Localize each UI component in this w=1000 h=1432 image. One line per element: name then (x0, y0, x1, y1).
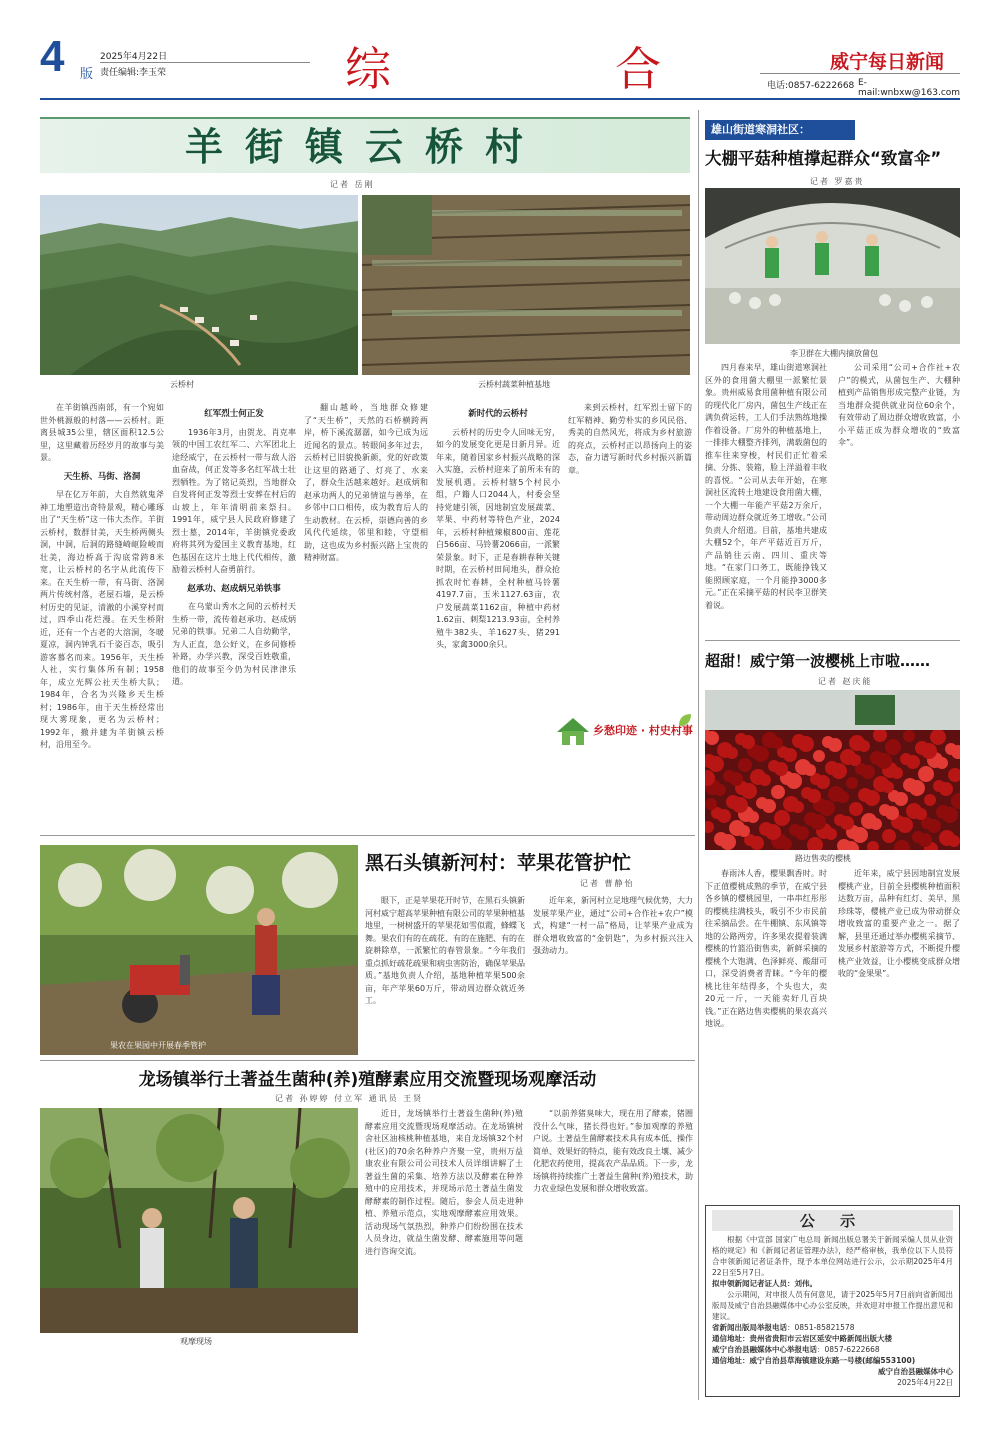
notice-title: 公 示 (712, 1210, 953, 1231)
cherry-texture-dot (792, 801, 804, 813)
cherry-texture-dot (765, 824, 781, 840)
section-title-right: 合 (615, 42, 661, 96)
cherry-texture-dot (825, 828, 837, 840)
cherry-texture-dot (753, 746, 769, 762)
notice-addr1: 通信地址：贵州省贵阳市云岩区延安中路新闻出版大楼 (712, 1334, 892, 1343)
yunqiao-caption-left: 云桥村 (170, 380, 194, 389)
cherry-texture-dot (741, 783, 757, 799)
cherry-texture-dot (861, 765, 875, 779)
hanquan-body2: 公司采用“公司+合作社+农户”的模式，从菌包生产、大棚种植到产品销售形成完整产业链，为当地群众提供就业岗位60余个，有效带动了周边群众增收致富，小小平菇正成为群众增收的“致富伞”。 (838, 363, 960, 447)
cherries-image (705, 690, 960, 850)
contact-phone: 电话:0857-6222668 (767, 81, 855, 91)
notice-phone2-line: 威宁自治县融媒体中心举报电话：0857-6222668 (712, 1345, 880, 1354)
cherry-texture-dot (804, 764, 816, 776)
cherry-texture-dot (891, 767, 903, 779)
heishitou-body-col1 (365, 895, 525, 1057)
cherry-texture-dot (927, 819, 941, 833)
cherry-texture-dot (705, 798, 717, 810)
cherry-texture-dot (876, 753, 892, 769)
cherry-texture-dot (858, 740, 870, 752)
cherry-texture-dot (882, 781, 894, 793)
observation-site-image (40, 1108, 358, 1333)
notice-phone2-label: 威宁自治县融媒体中心举报电话 (712, 1345, 817, 1354)
cherry-texture-dot (747, 811, 759, 823)
cherry-body-col2 (838, 868, 960, 1198)
cherry-texture-dot (798, 736, 814, 752)
yunqiao-subhead-2: 红军烈士何正发 (204, 409, 264, 419)
heishitou-title: 黑石头镇新河村：苹果花管护忙 (365, 852, 632, 874)
yunqiao-col3-body: 翻山越岭，当地群众修建了“天生桥”，天然的石桥横跨两岸，桥下溪流潺潺，如今已成为远近闻名的景点。转眼间多年过去，云桥村已旧貌换新颜，党的好政策让这里的路通了、灯亮了、水来了，群众生活越来越好。赵成炳和赵承功两人的兄弟情谊与善举，在乡邻中口口相传，成为教育后人的生动教材。在云桥，崇德向善的乡风代代延续，邻里和睦，守望相助，这也成为乡村振兴路上宝贵的精神财富。 (304, 403, 428, 562)
cherry-texture-dot (885, 739, 901, 755)
cherry-texture-dot (816, 775, 830, 789)
longchang-title: 龙场镇举行土著益生菌种(养)殖酵素应用交流暨现场观摩活动 (138, 1070, 597, 1090)
cherry-texture-dot (813, 750, 825, 762)
cherry-texture-dot (948, 835, 960, 847)
editor-line: 责任编辑:李玉荣 (100, 68, 167, 78)
longchang-byline: 记者 孙婷婷 付立军 通讯员 王贤 (275, 1094, 424, 1103)
cherry-texture-dot (705, 731, 719, 745)
heishitou-body-col2 (533, 895, 693, 1057)
cherry-texture-dot (897, 817, 913, 833)
masthead (40, 32, 961, 98)
cherry-texture-dot (714, 784, 726, 796)
cherry-texture-dot (840, 816, 854, 830)
cherry-title: 超甜！威宁第一波樱桃上市啦…… (705, 652, 931, 670)
cherry-texture-dot (852, 827, 868, 843)
cherry-texture-dot (717, 809, 731, 823)
heishitou-caption: 果农在果园中开展春季管护 (110, 1041, 206, 1050)
yunqiao-col4-body: 云桥村的历史令人回味无穷，如今的发展变化更是日新月异。近年来，随着国家乡村振兴战略的深入实施，云桥村迎来了前所未有的发展机遇。云桥村辖5个村民小组，户籍人口2044人，村委会坚持党建引领，因地制宜发展蔬菜、苹果、中药材等特色产业，2024年，云桥村种植辣椒800亩、莲花白566亩、马铃薯2066亩，一派繁荣景象。时下，正是春耕春种关键时期，在云桥村田间地头，群众抢抓农时忙春耕，全村种植马铃薯4197.7亩，玉米1127.63亩，农户发展蔬菜1162亩，种植中药材1.62亩、刺梨1213.93亩，全村养殖牛382头、羊1627头、猪291头，家禽3000余只。 (436, 427, 560, 649)
cherry-texture-dot (807, 789, 821, 803)
cherry-texture-dot (924, 794, 936, 806)
orchard-tiller-image (40, 845, 358, 1055)
cherry-texture-dot (738, 825, 750, 837)
yunqiao-col5 (568, 402, 692, 702)
longchang-body-col1 (365, 1108, 523, 1398)
longchang-body-col2 (533, 1108, 693, 1398)
cherry-texture-dot (849, 802, 863, 816)
masthead-rule (40, 98, 960, 100)
cherry-texture-dot (846, 777, 858, 789)
cherry-texture-dot (936, 757, 948, 769)
page-number: 4 (40, 32, 65, 81)
yunqiao-col2 (172, 402, 296, 820)
cherry-texture-dot (885, 806, 899, 820)
cherry-texture-dot (906, 755, 920, 769)
cherry-texture-dot (870, 818, 882, 830)
issue-date: 2025年4月22日 (100, 52, 168, 62)
cherry-texture-dot (774, 762, 788, 776)
cherry-texture-dot (882, 829, 896, 843)
cherry-texture-dot (849, 754, 861, 766)
cherry-texture-dot (942, 807, 958, 823)
cherry-texture-dot (732, 797, 748, 813)
cherry-texture-dot (831, 763, 847, 779)
yunqiao-byline: 记者 岳刚 (330, 180, 375, 189)
yunqiao-col2-body1: 1936年3月，由贺龙、肖克率领的中国工农红军二、六军团北上途经威宁，在云桥村一带与敌人浴血奋战，何正发等多名红军战士壮烈牺牲。为了铭记英烈，当地群众自发将何正发等烈士安葬在村后的山坡上，年年清明前来祭扫。1991年，威宁县人民政府修建了烈士墓，2014年，羊街镇党委政府将其列为爱国主义教育基地，红色基因在这片土地上代代相传，激励着云桥村人奋勇前行。 (172, 427, 296, 574)
cherry-texture-dot (837, 791, 849, 803)
yunqiao-col4 (436, 402, 560, 820)
yunqiao-col3 (304, 402, 428, 820)
cherry-body-col1 (705, 868, 827, 1198)
cherry-texture-dot (780, 838, 792, 850)
cherry-texture-dot (708, 756, 724, 772)
cherry-texture-dot (894, 792, 908, 806)
vegetable-base-image (362, 195, 690, 375)
mushroom-greenhouse-image (705, 188, 960, 344)
notice-applicant: 拟申领新闻记者证人员：刘伟。 (712, 1279, 817, 1288)
yunqiao-col5-body: 来到云桥村，红军烈士留下的红军精神、勤劳朴实的乡风民俗、秀美的自然风光，将成为乡村旅游的亮点，云桥村正以昂扬向上的姿态，奋力谱写新时代乡村振兴新篇章。 (568, 403, 692, 475)
cherry-texture-dot (774, 810, 790, 826)
village-history-badge (555, 712, 695, 754)
heishitou-byline: 记者 曹静怡 (580, 879, 635, 888)
cherry-texture-dot (930, 729, 946, 745)
house-icon (555, 714, 591, 748)
longchang-body2: “以前养猪臭味大，现在用了酵素，猪圈没什么气味，猪长得也好。”参加观摩的养殖户说。土著益生菌酵素技术具有成本低、操作简单、效果好的特点，能有效改良土壤、减少化肥农药使用，提高农产品品质。下一步，龙场镇将持续推广土著益生菌种(养)殖技术，助力农业绿色发展和群众增收致富。 (533, 1109, 693, 1193)
cherry-texture-dot (726, 747, 738, 759)
paper-name: 威宁每日新闻 (830, 51, 945, 73)
notice-report-label: 省新闻出版局举报电话 (712, 1323, 787, 1332)
cherry-texture-dot (771, 785, 785, 799)
longchang-body: 近日，龙场镇举行土著益生菌种(养)殖酵素应用交流暨现场观摩活动。在龙场镇树舍社区油核桃种植基地，来自龙场镇32个村(社区)的70余名种养户齐聚一堂，贵州万益康农业有限公司公司技术人员详细讲解了土著益生菌的采集、培养方法以及酵素在种养殖中的应用技术，并现场示范土著益生菌发酵酵素的制作过程。随后，参会人员走进种植、养殖示范点，实地观摩酵素应用效果。活动现场气氛热烈，种养户们纷纷围在技术人员身边，就益生菌发酵、酵素施用等问题进行咨询交流。 (365, 1109, 523, 1256)
yunqiao-title: 羊街镇云桥村 (184, 124, 545, 169)
hanquan-photo (705, 188, 960, 344)
yunqiao-photo-left (40, 195, 358, 375)
cherry-texture-dot (909, 780, 925, 796)
cherry-texture-dot (939, 782, 953, 796)
contact-email: E-mail:wnbxw@163.com (858, 78, 961, 98)
hanquan-byline: 记者 罗嘉贵 (810, 177, 865, 186)
hanquan-kicker-text: 雄山街道寒洞社区： (711, 123, 810, 136)
cherry-texture-dot (762, 799, 776, 813)
cherry-texture-dot (864, 790, 880, 806)
longchang-caption: 观摩现场 (180, 1337, 212, 1346)
cherry-texture-dot (819, 800, 835, 816)
hanquan-caption: 李卫群在大棚内摘放菌包 (790, 349, 878, 358)
hanquan-title: 大棚平菇种植撑起群众“致富伞” (705, 149, 942, 168)
cherry-caption: 路边售卖的樱桃 (795, 854, 851, 863)
cherry-texture-dot (918, 766, 934, 782)
cherry-photo (705, 690, 960, 850)
cherry-texture-dot (918, 833, 932, 847)
cherry-texture-dot (759, 774, 771, 786)
cherry-texture-dot (720, 834, 736, 850)
hanquan-body: 四月春来早，雄山街道寒洞社区外的食用菌大棚里一派繁忙景象。贵州威易食用菌种植有限公司的现代化厂房内，菌包生产线正在满负荷运转，工人们手法熟练地操作着设备。厂房外的种植基地上，一排排大棚整齐排列，满载菌包的推车往来穿梭，村民们正忙着采摘、分拣、装箱，脸上洋溢着丰收的喜悦。“公司从去年开始，在寒洞社区流转土地建设食用菌大棚，一个大棚一年能产平菇2万余斤，带动周边群众就近务工增收。”公司负责人介绍道。目前，基地共建成大棚52个，年产平菇近百万斤，产品销往云南、四川、重庆等地。“在家门口务工，既能挣钱又能照顾家庭，一个月能挣3000多元。”正在采摘平菇的村民李卫群笑着说。 (705, 363, 827, 610)
cherry-byline: 记者 赵庆能 (818, 677, 873, 686)
cherry-texture-dot (738, 758, 752, 772)
yunqiao-caption-right: 云桥村蔬菜种植基地 (478, 380, 550, 389)
cherry-texture-dot (750, 836, 764, 850)
yunqiao-intro: 在羊街镇西南部，有一个宛如世外桃源般的村落——云桥村。距离县城35公里，辖区面积12.5公里，这里藏着历经岁月的故事与美景。 (40, 403, 164, 462)
cherry-body: 春雨沐人香，樱果飘香时。时下正值樱桃成熟的季节，在威宁县各乡镇的樱桃园里，一串串红彤彤的樱桃挂满枝头，吸引不少市民前往采摘品尝。在牛棚镇、东风镇等地的公路两旁，许多果农提着装满樱桃的竹篮沿街售卖，新鲜采摘的樱桃个大饱满、色泽鲜亮、酸甜可口，深受消费者青睐。“今年的樱桃比往年结得多，个头也大，卖20元一斤，一天能卖好几百块钱。”正在路边售卖樱桃的果农高兴地说。 (705, 869, 827, 1028)
village-landscape-image (40, 195, 358, 375)
cherry-texture-dot (921, 743, 937, 759)
yunqiao-photo-right (362, 195, 690, 375)
yunqiao-col1-body: 早在亿万年前，大自然就鬼斧神工地塑造出奇特景观，精心雕琢出了“天生桥”这一伟大杰作。羊街云桥村，数群甘美，天生桥两侧头洞，中洞，后洞的路缝崎岖险峻而壮美，海边桥高于沟底常跨8米宽，让云桥村的名字从此流传下来。在天生桥一带，有马街、洛洞两片传统村落，老屋石墙，是云桥村历史的见证，清澈的小溪穿村而过，四季山花烂漫。在天生桥附近，还有一个古老的大溶洞，冬暖夏凉，洞内钟乳石千姿百态，吸引游客慕名而来。1956年，天生桥人社，实行集体所有制；1958年，成立光辉公社天生桥大队；1984年，合名为兴隆乡天生桥村；1986年，由于天生桥经常出现大雾现象，更名为云桥村；1992年，撤并建为羊街镇云桥村，沿用至今。 (40, 490, 164, 749)
cherry-texture-dot (828, 738, 842, 752)
heishitou-body: 眼下，正是苹果花开时节，在黑石头镇新河村威宁超高苹果种植有限公司的苹果种植基地里，一树树盛开的苹果花如雪似霞，蜂蝶飞舞。果农们有的在疏花、有的在施肥、有的在旋耕除草，一派繁忙的春管景象。“今年我们重点抓好疏花疏果和病虫害防治，确保苹果品质。”基地负责人介绍，基地种植苹果500余亩，年产苹果60万斤，带动周边群众就近务工。 (365, 896, 525, 1005)
cherry-texture-dot (903, 730, 915, 742)
notice-body: 根据《中宣部 国家广电总局 新闻出版总署关于新闻采编人员从业资格的规定》和《新闻记者证管理办法》，经严格审核，我单位以下人员符合申领新闻记者证条件，现予本单位网站进行公示，公示期2025年4月22日至5月7日。 (712, 1235, 953, 1277)
cherry-texture-dot (771, 737, 783, 749)
village-history-badge-text: 乡愁印迹 · 村史村事 (593, 724, 693, 737)
yunqiao-col2-body2: 在乌蒙山秀水之间的云桥村天生桥一带，流传着赵承功、赵成炳兄弟的铁事。兄弟二人自幼勤学，为人正直，急公好义，在乡间修桥补路，办学兴教，深受百姓敬重，他们的故事至今仍为村民津津乐道。 (172, 602, 296, 686)
cherry-texture-dot (795, 826, 809, 840)
cherry-texture-dot (783, 748, 797, 762)
notice-addr2: 通信地址：威宁自治县草海镇建设东路一号楼(邮编553100) (712, 1356, 916, 1365)
notice-signer: 威宁自治县融媒体中心 (878, 1367, 953, 1376)
notice-report-line: 省新闻出版局举报电话：0851-85821578 (712, 1323, 855, 1332)
notice-box (705, 1205, 960, 1397)
notice-phone2: 0857-6222668 (824, 1345, 880, 1354)
heishitou-photo (40, 845, 358, 1055)
cherry-texture-dot (915, 808, 927, 820)
cherry-texture-dot (873, 728, 887, 742)
heishitou-body2: 近年来，新河村立足地理气候优势，大力发展苹果产业，通过“公司+合作社+农户”模式，构建“一村一品”格局，让苹果产业成为群众增收致富的“金钥匙”，为乡村振兴注入强劲动力。 (533, 896, 693, 955)
section-title-left: 综 (345, 42, 391, 96)
cherry-texture-dot (786, 773, 802, 789)
notice-sign-date: 2025年4月22日 (897, 1378, 953, 1387)
notice-body2: 公示期间，对申报人员有何意见，请于2025年5月7日前向省新闻出版局及威宁自治县融媒体中心办公室反映，并欢迎对申报工作提出意见和建议。 (712, 1290, 953, 1321)
hanquan-body-col1 (705, 362, 827, 630)
hanquan-kicker (705, 120, 855, 140)
longchang-photo (40, 1108, 358, 1333)
yunqiao-col1 (40, 402, 164, 820)
hanquan-body-col2 (838, 362, 960, 630)
cherry-body2: 近年来，威宁县因地制宜发展樱桃产业，目前全县樱桃种植面积达数万亩，品种有红灯、美早、黑珍珠等，樱桃产业已成为带动群众增收致富的重要产业之一。据了解，县里还通过举办樱桃采摘节、发展乡村旅游等方式，不断提升樱桃产业效益，让小樱桃变成群众增收的“金果果”。 (838, 869, 960, 978)
yunqiao-subhead-4: 新时代的云桥村 (468, 409, 528, 419)
page-suffix: 版 (80, 67, 94, 82)
yunqiao-title-banner (40, 117, 690, 173)
cherry-texture-dot (741, 735, 755, 749)
yunqiao-subhead-1: 天生桥、马街、洛洞 (63, 471, 141, 482)
cherry-texture-dot (810, 814, 826, 830)
notice-report-phone: 0851-85821578 (794, 1323, 855, 1332)
cherry-texture-dot (729, 772, 743, 786)
yunqiao-subhead-3: 赵承功、赵成炳兄弟铁事 (187, 583, 281, 594)
leaf-icon (677, 712, 693, 728)
